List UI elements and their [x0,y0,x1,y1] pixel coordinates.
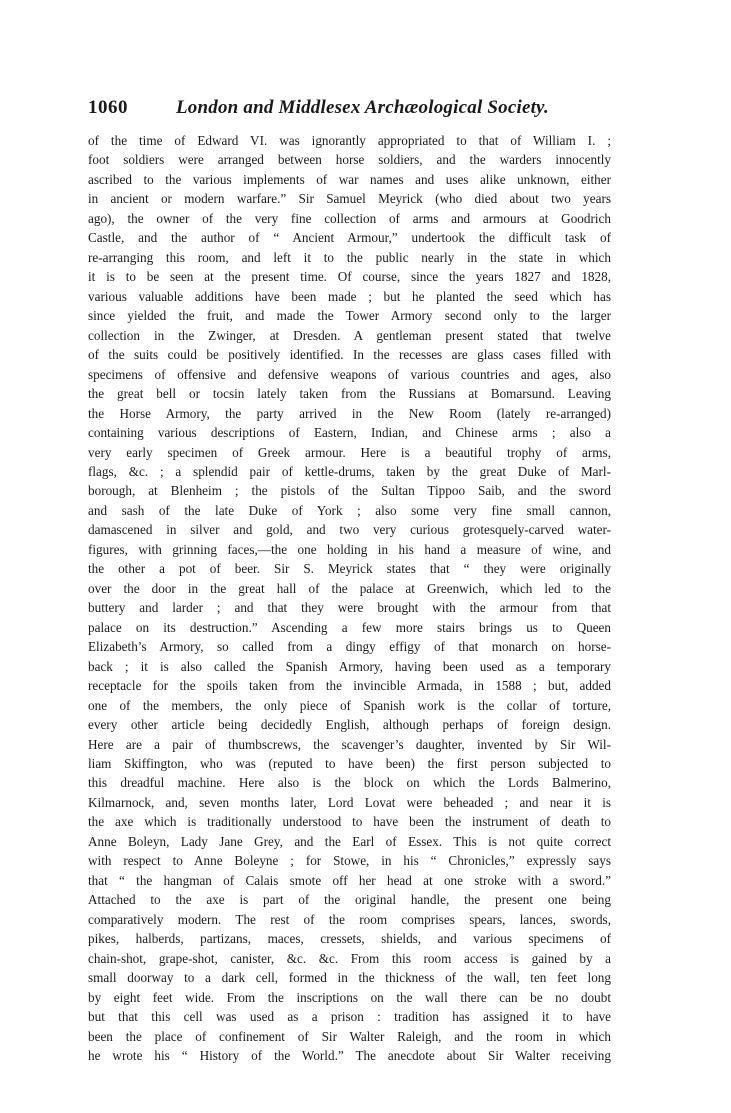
text-line: comparatively modern. The rest of the room comprises spears, lances, swords, [88,911,611,927]
text-line: Attached to the axe is part of the original handle, the present one being [88,892,611,908]
text-line: and sash of the late Duke of York ; also some very fine small cannon, [88,502,611,518]
text-line: chain-shot, grape-shot, canister, &c. &c. From this room access is gained by a [88,950,611,966]
text-line: Here are a pair of thumbscrews, the scavenger’s daughter, invented by Sir Wil- [88,736,611,752]
page-number: 1060 [88,97,128,118]
text-line: one of the members, the only piece of Spanish work is the collar of torture, [88,697,611,713]
text-line: containing various descriptions of Eastern, Indian, and Chinese arms ; also a [88,425,611,441]
text-line: with respect to Anne Boleyne ; for Stowe, in his “ Chronicles,” expressly says [88,853,611,869]
text-line: of the suits could be positively identified. In the recesses are glass cases filled with [88,347,611,363]
text-line: the other a pot of beer. Sir S. Meyrick states that “ they were originally [88,561,611,577]
text-line: the axe which is traditionally understood to have been the instrument of death to [88,814,611,830]
page-header [88,97,648,123]
text-line: liam Skiffington, who was (reputed to have been) the first person subjected to [88,756,611,771]
text-line: but that this cell was used as a prison : tradition has assigned it to have [88,1009,611,1025]
text-line: Kilmarnock, and, seven months later, Lord Lovat were beheaded ; and near it is [88,794,611,810]
text-line: Castle, and the author of “ Ancient Armour,” undertook the difficult task of [88,230,611,246]
text-line: palace on its destruction.” Ascending a few more stairs brings us to Queen [88,619,611,635]
text-line: by eight feet wide. From the inscriptions on the wall there can be no doubt [88,989,611,1005]
text-line: Elizabeth’s Armory, so called from a dingy effigy of that monarch on horse- [88,639,611,655]
text-line: he wrote his “ History of the World.” The anecdote about Sir Walter receiving [88,1048,611,1064]
text-line: foot soldiers were arranged between horse soldiers, and the warders innocently [88,152,611,168]
text-line: various valuable additions have been made ; but he planted the seed which has [88,288,611,304]
text-line: of the time of Edward VI. was ignorantly appropriated to that of William I. ; [88,133,611,148]
text-line: been the place of confinement of Sir Walter Raleigh, and the room in which [88,1028,611,1044]
text-line: specimens of offensive and defensive weapons of various countries and ages, also [88,366,611,382]
text-line: borough, at Blenheim ; the pistols of the Sultan Tippoo Saib, and the sword [88,483,611,499]
text-line: buttery and larder ; and that they were brought with the armour from that [88,600,611,616]
text-line: receptacle for the spoils taken from the invincible Armada, in 1588 ; but, added [88,678,611,694]
text-line: that “ the hangman of Calais smote off her head at one stroke with a sword.” [88,872,611,888]
text-line: the great bell or tocsin lately taken from the Russians at Bomarsund. Leaving [88,386,611,402]
text-line: figures, with grinning faces,—the one holding in his hand a measure of wine, and [88,541,611,557]
text-line: it is to be seen at the present time. Of course, since the years 1827 and 1828, [88,269,611,285]
text-line: since yielded the fruit, and made the Tower Armory second only to the larger [88,308,611,324]
text-line: Anne Boleyn, Lady Jane Grey, and the Earl of Essex. This is not quite correct [88,833,611,849]
text-line: very early specimen of Greek armour. Here is a beautiful trophy of arms, [88,444,611,460]
text-line: ago), the owner of the very fine collection of arms and armours at Goodrich [88,210,611,226]
text-line: this dreadful machine. Here also is the block on which the Lords Balmerino, [88,775,611,791]
text-line: flags, &c. ; a splendid pair of kettle-drums, taken by the great Duke of Marl- [88,463,611,479]
text-line: pikes, halberds, partizans, maces, cressets, shields, and various specimens of [88,931,611,947]
text-line: re-arranging this room, and left it to the public nearly in the state in which [88,249,611,265]
text-line: small doorway to a dark cell, formed in the thickness of the wall, ten feet long [88,970,611,986]
text-line: in ancient or modern warfare.” Sir Samuel Meyrick (who died about two years [88,191,611,207]
text-line: every other article being decidedly English, although perhaps of foreign design. [88,717,611,733]
text-line: collection in the Zwinger, at Dresden. A gentleman present stated that twelve [88,327,611,343]
running-title: London and Middlesex Archæological Society. [176,97,549,118]
text-line: over the door in the great hall of the palace at Greenwich, which led to the [88,580,611,596]
text-line: damascened in silver and gold, and two very curious grotesquely-carved water- [88,522,611,538]
text-line: ascribed to the various implements of war names and uses alike unknown, either [88,171,611,187]
body-text [88,131,611,1066]
text-line: the Horse Armory, the party arrived in the New Room (lately re-arranged) [88,405,611,421]
text-line: back ; it is also called the Spanish Armory, having been used as a temporary [88,658,611,674]
